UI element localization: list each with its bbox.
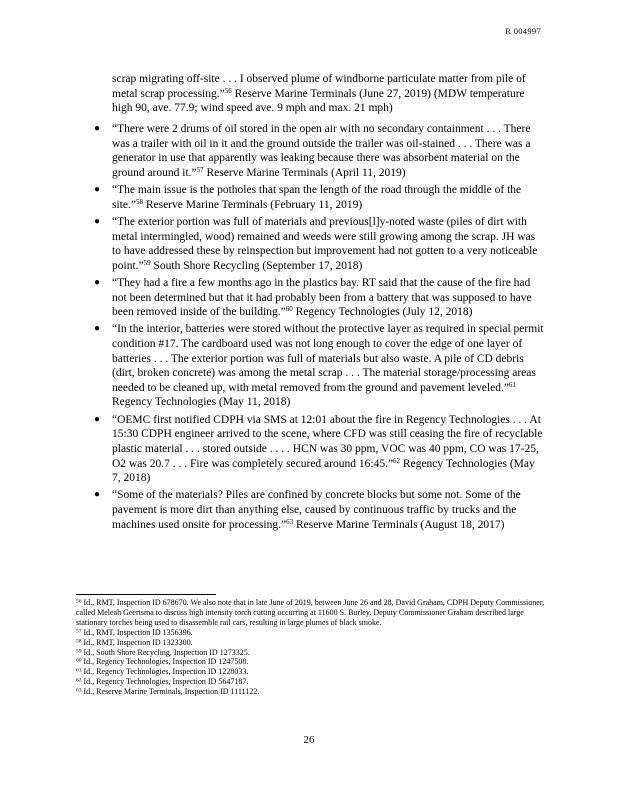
- footnote-text: Id., Regency Technologies, Inspection ID 1247508.: [81, 657, 249, 667]
- footnote-ref[interactable]: 56: [224, 86, 232, 95]
- bates-number: R 004997: [505, 26, 541, 36]
- footnote: [76, 687, 552, 697]
- quote-source: Reserve Marine Terminals (August 18, 2017): [293, 518, 505, 531]
- footnote-text: Id., Reserve Marine Terminals, Inspection ID 1111122.: [81, 687, 260, 697]
- quote-text: “There were 2 drums of oil stored in the open air with no secondary containment . . . There was a trailer with oil in it and the ground outside the trailer was oil-stained . . . There was a generator in use that apparently was leaking because there was absorbent material on the ground around it.”: [112, 123, 531, 179]
- footnote-ref[interactable]: 62: [393, 456, 401, 465]
- footnote-ref[interactable]: 60: [285, 305, 293, 314]
- quote-text: “OEMC first notified CDPH via SMS at 12:01 about the fire in Regency Technologies . . . At 15:30 CDPH engineer arrived to the scene, where CFD was still ceasing the fire of recyclable plastic material . . . stored outside . . . . HCN was 30 ppm, VOC was 40 ppm, CO was 17-25, O2 was 20.7 . . . Fire was completely secured around 16:45.”: [112, 413, 543, 470]
- quote-source: Regency Technologies (May 7, 2018): [112, 457, 535, 485]
- footnote: [76, 648, 552, 658]
- footnote-number: 57: [76, 628, 82, 635]
- footnote-number: 56: [76, 598, 82, 605]
- quote-text: scrap migrating off-site . . . I observed plume of windborne particulate matter from pile of metal scrap processing.”: [112, 73, 526, 100]
- footnote-divider: [76, 594, 216, 595]
- bullet-icon: ●: [94, 323, 101, 335]
- footnote-number: 63: [76, 687, 82, 694]
- footnote-text: Id., Regency Technologies, Inspection ID 5647187.: [81, 677, 249, 687]
- quote-source: Reserve Marine Terminals (April 11, 2019): [203, 166, 406, 179]
- list-item: [88, 276, 544, 320]
- quote-source: Regency Technologies (May 11, 2018): [112, 396, 291, 409]
- footnote: [76, 677, 552, 687]
- footnote-number: 62: [76, 677, 82, 684]
- footnote-number: 59: [76, 648, 82, 655]
- quote-source: South Shore Recycling (September 17, 2018): [150, 259, 363, 272]
- footnote: [76, 598, 552, 628]
- bullet-icon: ●: [94, 277, 101, 288]
- list-item: [88, 322, 544, 410]
- footnote-text: Id., Regency Technologies, Inspection ID 1228033.: [81, 667, 249, 677]
- footnotes: [76, 598, 552, 697]
- footnote-text: Id., RMT, Inspection ID 1323300.: [81, 637, 193, 647]
- bullet-icon: ●: [94, 413, 101, 425]
- footnote: [76, 628, 552, 638]
- quote-text: “They had a fire a few months ago in the plastics bay. RT said that the cause of the fire had not been determined but that it had probably been from a battery that was supposed to have been removed inside of the building.”: [112, 277, 532, 319]
- footnote-ref[interactable]: 59: [143, 258, 151, 267]
- list-item: [88, 488, 544, 532]
- continued-quote: [112, 72, 542, 116]
- footnote-number: 60: [76, 657, 82, 664]
- quote-list: [88, 122, 544, 535]
- list-item: [88, 413, 544, 486]
- footnote-text: Id., South Shore Recycling, Inspection ID 1273325.: [81, 647, 250, 657]
- footnote-text: Id., RMT, Inspection ID 1356396.: [81, 627, 193, 637]
- quote-source: Regency Technologies (July 12, 2018): [292, 306, 473, 319]
- quote-text: “Some of the materials? Piles are confined by concrete blocks but some not. Some of the pavement is more dirt than anything else, caused by continuous traffic by trucks and the machines used onsite for processing.”: [112, 489, 521, 531]
- quote-source: Reserve Marine Terminals (June 27, 2019) (MDW temperature high 90, ave. 77.9; wind speed ave. 9 mph and max. 21 mph): [112, 87, 525, 115]
- footnote-number: 58: [76, 638, 82, 645]
- list-item: [88, 122, 544, 180]
- quote-source: Reserve Marine Terminals (February 11, 2019): [142, 198, 363, 211]
- footnote: [76, 657, 552, 667]
- list-item: [88, 215, 544, 273]
- bullet-icon: ●: [94, 123, 101, 134]
- footnote-text: Id., RMT, Inspection ID 678670. We also note that in late June of 2019, between June 26 and 28, David Graham, CDPH Deputy Commissioner, called Meleah Geertsma to discuss high intensity torch cutting occurring at 11600 S. Burley. Deputy Commissioner Graham described large stationary torches being used to disassemble rail cars, resulting in large plumes of black smoke.: [76, 598, 545, 627]
- quote-text: “The main issue is the potholes that span the length of the road through the middle of the site.”: [112, 184, 522, 211]
- quote-text: “In the interior, batteries were stored without the protective layer as required in special permit condition #17. The cardboard used was not long enough to cover the edge of one layer of batteries . . . The exterior portion was full of materials but also waste. A pile of CD debris (dirt, broken concrete) was among the metal scrap . . . The material storage/processing areas needed to be cleaned up, with metal removed from the ground and pavement leveled.”: [112, 323, 544, 394]
- footnote: [76, 638, 552, 648]
- footnote: [76, 667, 552, 677]
- page-number: 26: [303, 734, 315, 746]
- footnote-number: 61: [76, 667, 82, 674]
- bullet-icon: ●: [94, 215, 101, 227]
- list-item: [88, 183, 544, 212]
- quote-text: “The exterior portion was full of materials and previous[l]y-noted waste (piles of dirt with metal intermingled, wood) remained and weeds were still growing among the scrap. JH was to have addressed these by reinspection but improvement had not gotten to a very noticeable point.”: [112, 215, 538, 272]
- bullet-icon: ●: [94, 489, 101, 501]
- footnote-ref[interactable]: 61: [508, 380, 516, 389]
- footnote-ref[interactable]: 58: [135, 197, 143, 206]
- bullet-icon: ●: [94, 184, 101, 196]
- footnote-ref[interactable]: 63: [286, 517, 294, 526]
- footnote-ref[interactable]: 57: [196, 165, 204, 174]
